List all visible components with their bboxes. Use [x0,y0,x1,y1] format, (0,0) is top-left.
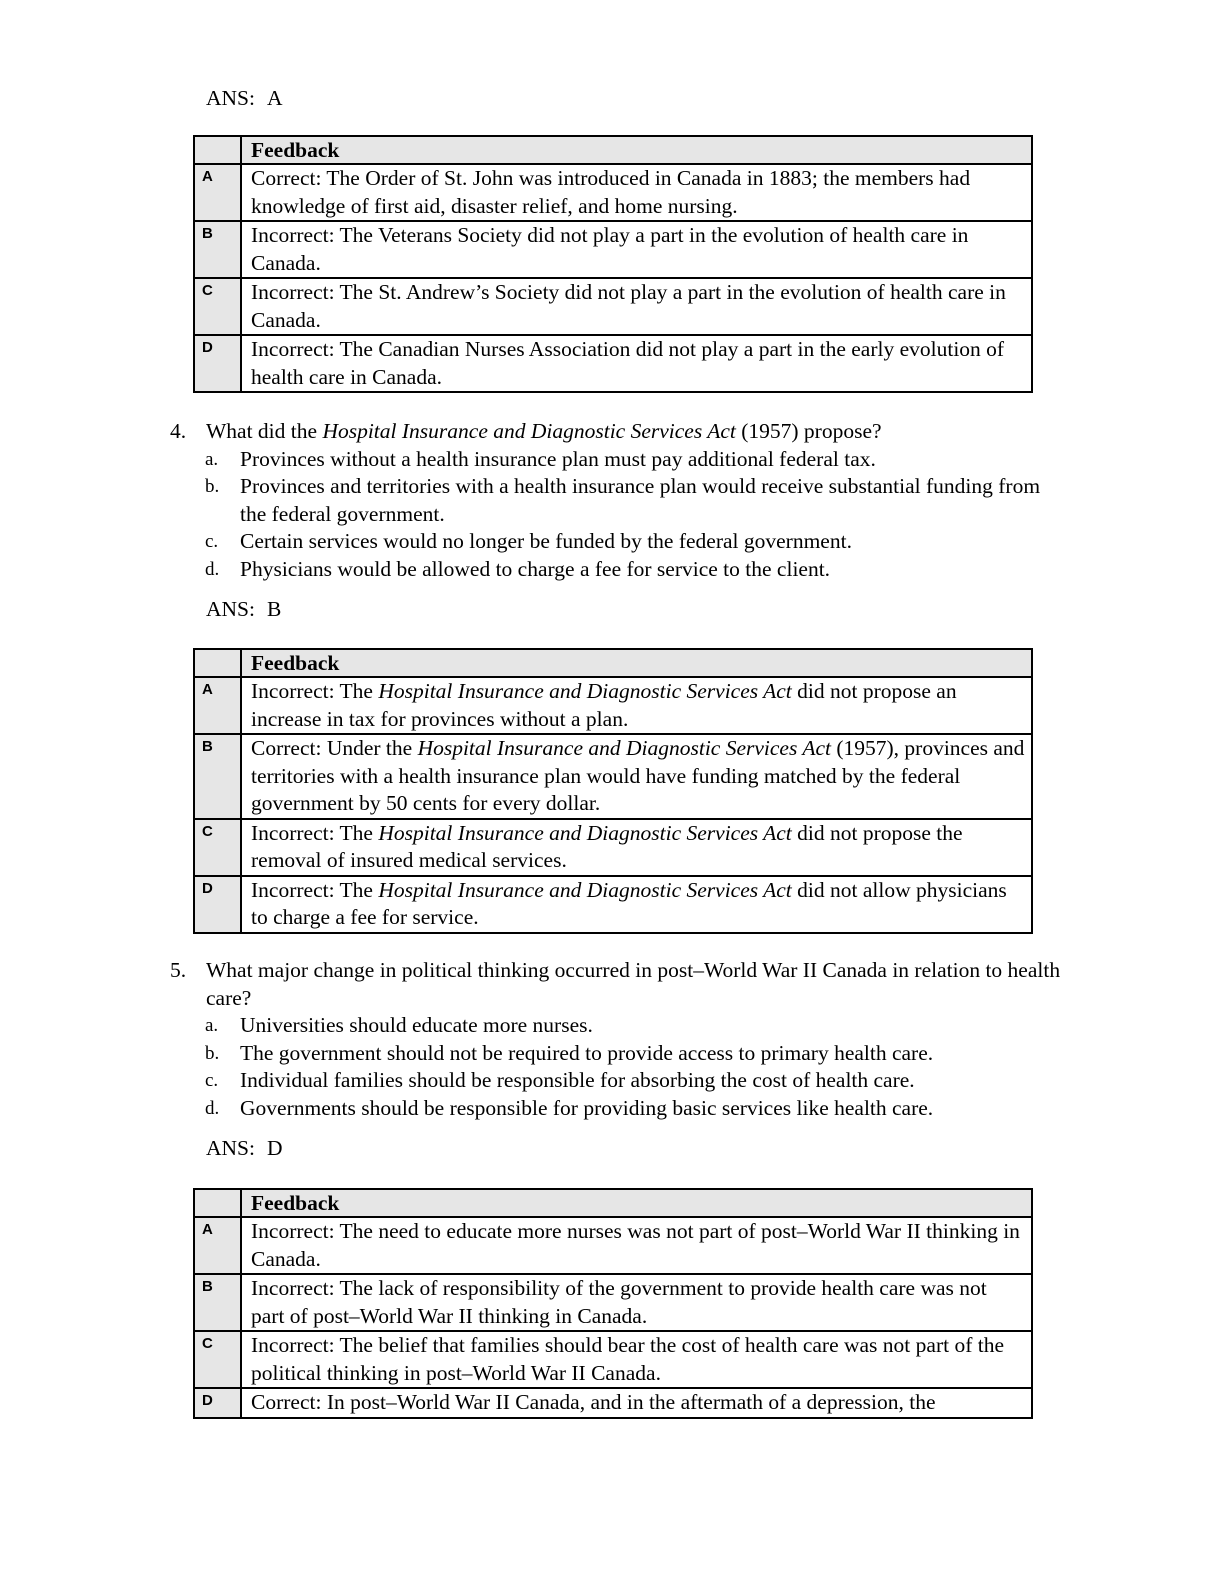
feedback-header: Feedback [241,649,1032,677]
options-list [170,446,1070,584]
table-row [194,164,1032,221]
table-row [194,335,1032,392]
answer-label: ANS: [206,86,255,110]
row-feedback: Incorrect: The Veterans Society did not play a part in the evolution of health care in Canada. [241,221,1032,278]
row-feedback: Incorrect: The Canadian Nurses Association did not play a part in the early evolution of health care in Canada. [241,335,1032,392]
question-number: 5. [170,958,187,982]
table-row [194,1217,1032,1274]
row-letter: C [194,1331,241,1388]
row-letter: C [194,278,241,335]
table-row [194,677,1032,734]
option-b: b. The government should not be required to provide access to primary health care. [205,1040,934,1065]
table-row [194,876,1032,933]
answer-value: D [266,1136,283,1160]
row-feedback: Incorrect: The lack of responsibility of the government to provide health care was not part of post–World War II thinking in Canada. [241,1274,1032,1331]
question-4 [170,418,1070,583]
option-a: a. Universities should educate more nurses. [205,1013,593,1037]
question-stem: What did the Hospital Insurance and Diagnostic Services Act (1957) propose? [206,419,882,443]
row-letter: A [194,1217,241,1274]
row-feedback: Correct: The Order of St. John was introduced in Canada in 1883; the members had knowledge of first aid, disaster relief, and home nursing. [241,164,1032,221]
table-row [194,1274,1032,1331]
row-letter: B [194,221,241,278]
question-5 [170,957,1070,1122]
row-feedback: Correct: Under the Hospital Insurance and Diagnostic Services Act (1957), provinces and territories with a health insurance plan would have funding matched by the federal government by 50 cents for every dollar. [241,734,1032,819]
row-letter: D [194,335,241,392]
option-c: c. Certain services would no longer be funded by the federal government. [205,529,852,553]
question-stem: What major change in political thinking occurred in post–World War II Canada in relation to health care? [206,958,1061,1010]
feedback-header: Feedback [241,136,1032,164]
row-feedback: Incorrect: The St. Andrew’s Society did not play a part in the evolution of health care in Canada. [241,278,1032,335]
row-feedback: Incorrect: The belief that families should bear the cost of health care was not part of the political thinking in post–World War II Canada. [241,1331,1032,1388]
option-a: a. Provinces without a health insurance plan must pay additional federal tax. [205,446,876,471]
answer-value: B [266,597,282,621]
answer-value: A [266,86,283,110]
row-letter: D [194,1388,241,1418]
answer-label: ANS: [206,1136,255,1160]
option-b: b. Provinces and territories with a health insurance plan would receive substantial funding from the federal government. [205,474,1041,526]
row-feedback: Incorrect: The Hospital Insurance and Diagnostic Services Act did not allow physicians to charge a fee for service. [241,876,1032,933]
question-number: 4. [170,419,187,443]
row-letter: D [194,876,241,933]
row-letter: B [194,734,241,819]
feedback-header-row [194,136,1032,164]
row-letter: C [194,819,241,876]
row-letter: A [194,677,241,734]
answer-q5 [206,1136,283,1161]
row-feedback: Incorrect: The Hospital Insurance and Diagnostic Services Act did not propose the removal of insured medical services. [241,819,1032,876]
feedback-header-row [194,1189,1032,1217]
row-letter: B [194,1274,241,1331]
row-letter: A [194,164,241,221]
answer-q4 [206,597,281,622]
feedback-header-row [194,649,1032,677]
feedback-table-q3 [193,135,1033,393]
answer-label: ANS: [206,597,255,621]
option-d: d. Governments should be responsible for providing basic services like health care. [205,1095,934,1120]
answer-q3 [206,86,283,111]
options-list [170,1012,1070,1122]
table-row [194,221,1032,278]
feedback-table-q4 [193,648,1033,934]
option-c: c. Individual families should be responsible for absorbing the cost of health care. [205,1068,915,1092]
option-d: d. Physicians would be allowed to charge a fee for service to the client. [205,556,831,581]
table-row [194,1331,1032,1388]
row-feedback: Correct: In post–World War II Canada, and in the aftermath of a depression, the [241,1388,1032,1418]
feedback-header: Feedback [241,1189,1032,1217]
row-feedback: Incorrect: The Hospital Insurance and Diagnostic Services Act did not propose an increase in tax for provinces without a plan. [241,677,1032,734]
table-row [194,819,1032,876]
table-row [194,734,1032,819]
row-feedback: Incorrect: The need to educate more nurses was not part of post–World War II thinking in Canada. [241,1217,1032,1274]
table-row [194,1388,1032,1418]
table-row [194,278,1032,335]
feedback-table-q5 [193,1188,1033,1419]
